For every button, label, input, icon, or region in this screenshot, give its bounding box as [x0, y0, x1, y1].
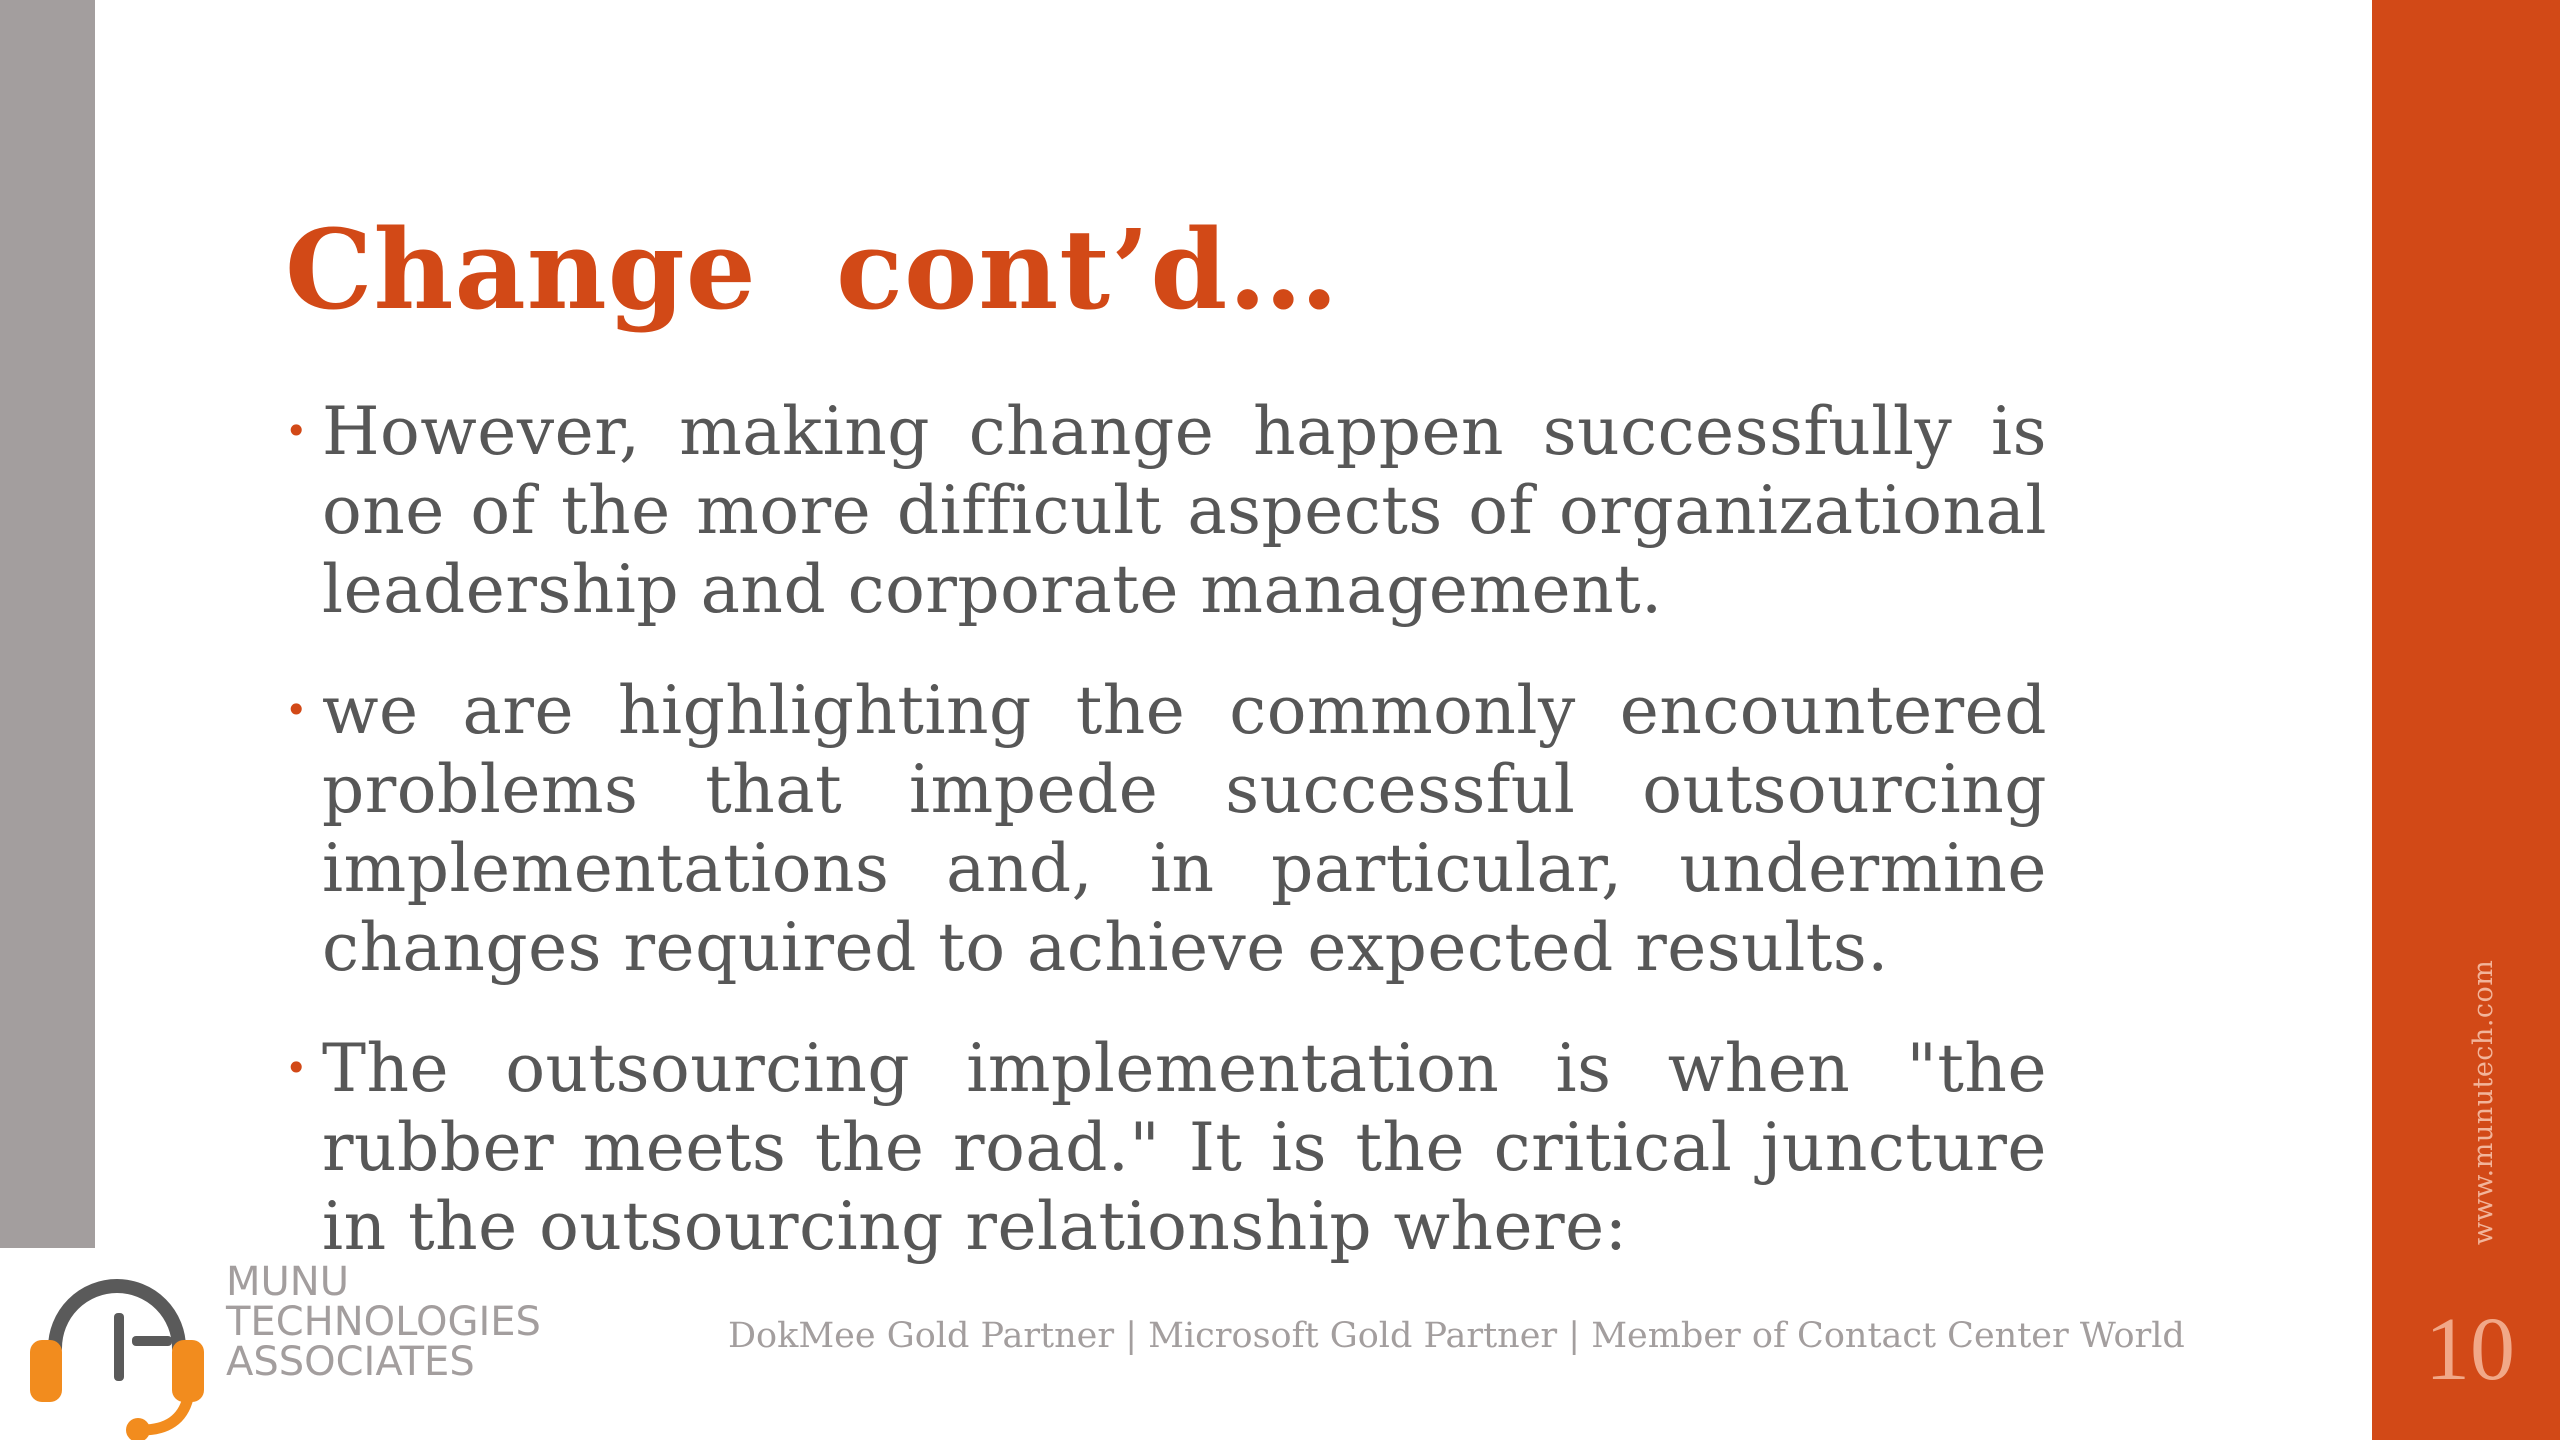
right-accent-bar — [2372, 0, 2560, 1440]
logo-line-2: TECHNOLOGIES — [226, 1299, 541, 1345]
bullet-item — [285, 392, 2047, 629]
bullet-text: The outsourcing implementation is when "the rubber meets the road." It is the critical juncture in the outsourcing relationship where: — [322, 1030, 2047, 1265]
bullet-item — [285, 671, 2047, 987]
bullet-text: However, making change happen successfully is one of the more difficult aspects of organizational leadership and corporate management. — [322, 393, 2047, 628]
footer-partners: DokMee Gold Partner | Microsoft Gold Partner | Member of Contact Center World — [728, 1316, 2185, 1356]
bullet-text: we are highlighting the commonly encountered problems that impede successful outsourcing implementations and, in particular, undermine changes required to achieve expected results. — [322, 672, 2047, 986]
bullet-marker: • — [285, 1046, 308, 1090]
slide-number: 10 — [2425, 1300, 2515, 1399]
logo-line-3: ASSOCIATES — [226, 1339, 475, 1385]
bullet-marker: • — [285, 688, 308, 732]
left-accent-bar — [0, 0, 95, 1248]
bullet-list — [285, 392, 2047, 1308]
logo-line-1: MUNU — [226, 1259, 349, 1305]
bullet-item — [285, 1029, 2047, 1266]
logo-wordmark — [226, 1259, 541, 1385]
website-url: www.munutech.com — [2468, 959, 2499, 1245]
bullet-marker: • — [285, 409, 308, 453]
slide-title: Change cont’d… — [285, 205, 1340, 334]
